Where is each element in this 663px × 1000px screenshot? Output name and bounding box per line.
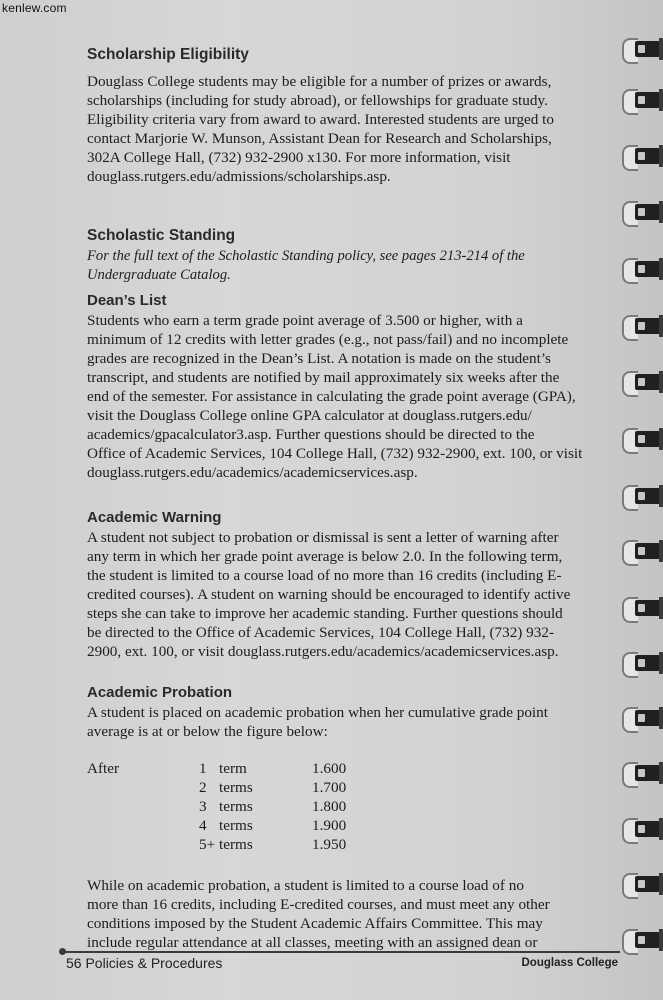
term-unit: terms (219, 817, 253, 834)
text-line: any term in which her grade point average is below 2.0. In the following term, (87, 548, 563, 565)
text-line: be directed to the Office of Academic Services, 104 College Hall, (732) 932- (87, 624, 554, 641)
binding-ring (622, 707, 662, 729)
binding-ring (622, 38, 662, 60)
probation-gpa-table (87, 759, 618, 859)
text-line: more than 16 credits, including E-credited courses, and must meet any other (87, 896, 550, 913)
term-unit: terms (219, 798, 253, 815)
watermark: kenlew.com (2, 1, 67, 15)
gpa-threshold: 1.900 (312, 817, 347, 834)
text-line: transcript, and students are notified by mail approximately six weeks after the (87, 369, 560, 386)
gpa-threshold: 1.600 (312, 760, 347, 777)
term-count: 4 (199, 817, 207, 834)
text-line: conditions imposed by the Student Academic Affairs Committee. This may (87, 915, 543, 932)
term-count: 5+ (199, 836, 216, 853)
text-line: douglass.rutgers.edu/admissions/scholarships.asp. (87, 168, 391, 185)
gpa-threshold: 1.950 (312, 836, 347, 853)
term-unit: term (219, 760, 247, 777)
table-label: After (87, 760, 120, 777)
academic-warning-paragraph (87, 528, 618, 661)
term-unit: terms (219, 779, 253, 796)
footer-page-label: 56 Policies & Procedures (66, 955, 223, 971)
binding-ring (622, 818, 662, 840)
term-count: 2 (199, 779, 207, 796)
term-count: 1 (199, 760, 207, 777)
text-line: include regular attendance at all classes, meeting with an assigned dean or (87, 934, 538, 951)
scholastic-standing-note (87, 247, 618, 285)
text-line: grades are recognized in the Dean’s List. A notation is made on the student’s (87, 350, 551, 367)
scholarship-paragraph (87, 72, 618, 186)
probation-conditions-paragraph (87, 876, 618, 952)
text-line: douglass.rutgers.edu/academics/academicservices.asp. (87, 464, 418, 481)
table-row (87, 778, 387, 797)
text-line: minimum of 12 credits with letter grades (e.g., not pass/fail) and no incomplete (87, 331, 569, 348)
academic-probation-heading: Academic Probation (87, 684, 233, 701)
text-line: end of the semester. For assistance in calculating the grade point average (GPA), (87, 388, 576, 405)
deans-list-paragraph (87, 311, 618, 482)
text-line: scholarships (including for study abroad), or fellowships for graduate study. (87, 92, 548, 109)
academic-warning-heading: Academic Warning (87, 509, 222, 526)
text-line: academics/gpacalculator3.asp. Further questions should be directed to the (87, 426, 535, 443)
scholarship-heading: Scholarship Eligibility (87, 46, 249, 63)
binding-ring (622, 201, 662, 223)
note-line: For the full text of the Scholastic Standing policy, see pages 213-214 of the (87, 248, 525, 264)
text-line: A student not subject to probation or dismissal is sent a letter of warning after (87, 529, 559, 546)
table-row (87, 797, 387, 816)
text-line: 2900, ext. 100, or visit douglass.rutgers.edu/academics/academicservices.asp. (87, 643, 559, 660)
binding-ring (622, 371, 662, 393)
footer-rule (62, 951, 620, 953)
gpa-threshold: 1.700 (312, 779, 347, 796)
table-row (87, 835, 387, 854)
binding-ring (622, 89, 662, 111)
term-count: 3 (199, 798, 207, 815)
binding-ring (622, 540, 662, 562)
scholastic-standing-heading: Scholastic Standing (87, 227, 236, 244)
binding-ring (622, 485, 662, 507)
binding-ring (622, 258, 662, 280)
binding-ring (622, 929, 662, 951)
text-line: Office of Academic Services, 104 College Hall, (732) 932-2900, ext. 100, or visit (87, 445, 583, 462)
text-line: visit the Douglass College online GPA calculator at douglass.rutgers.edu/ (87, 407, 532, 424)
binding-ring (622, 145, 662, 167)
spiral-binding (610, 0, 663, 1000)
table-row (87, 759, 387, 778)
binding-ring (622, 597, 662, 619)
term-unit: terms (219, 836, 253, 853)
binding-ring (622, 762, 662, 784)
binding-ring (622, 315, 662, 337)
text-line: Eligibility criteria vary from award to award. Interested students are urged to (87, 111, 554, 128)
text-line: 302A College Hall, (732) 932-2900 x130. For more information, visit (87, 149, 511, 166)
text-line: the student is limited to a course load of no more than 16 credits (including E- (87, 567, 562, 584)
page-content (87, 44, 618, 952)
deans-list-heading: Dean’s List (87, 292, 167, 309)
table-row (87, 816, 387, 835)
text-line: credited courses). A student on warning should be encouraged to identify active (87, 586, 571, 603)
binding-ring (622, 652, 662, 674)
binding-ring (622, 428, 662, 450)
text-line: average is at or below the figure below: (87, 723, 328, 740)
footer-publisher: Douglass College (521, 957, 618, 969)
binding-ring (622, 873, 662, 895)
text-line: While on academic probation, a student is limited to a course load of no (87, 877, 524, 894)
gpa-threshold: 1.800 (312, 798, 347, 815)
note-line: Undergraduate Catalog. (87, 267, 231, 283)
text-line: A student is placed on academic probation when her cumulative grade point (87, 704, 548, 721)
text-line: steps she can take to improve her academic standing. Further questions should (87, 605, 563, 622)
text-line: contact Marjorie W. Munson, Assistant Dean for Research and Scholarships, (87, 130, 552, 147)
text-line: Douglass College students may be eligible for a number of prizes or awards, (87, 73, 552, 90)
text-line: Students who earn a term grade point average of 3.500 or higher, with a (87, 312, 523, 329)
academic-probation-paragraph (87, 703, 618, 741)
